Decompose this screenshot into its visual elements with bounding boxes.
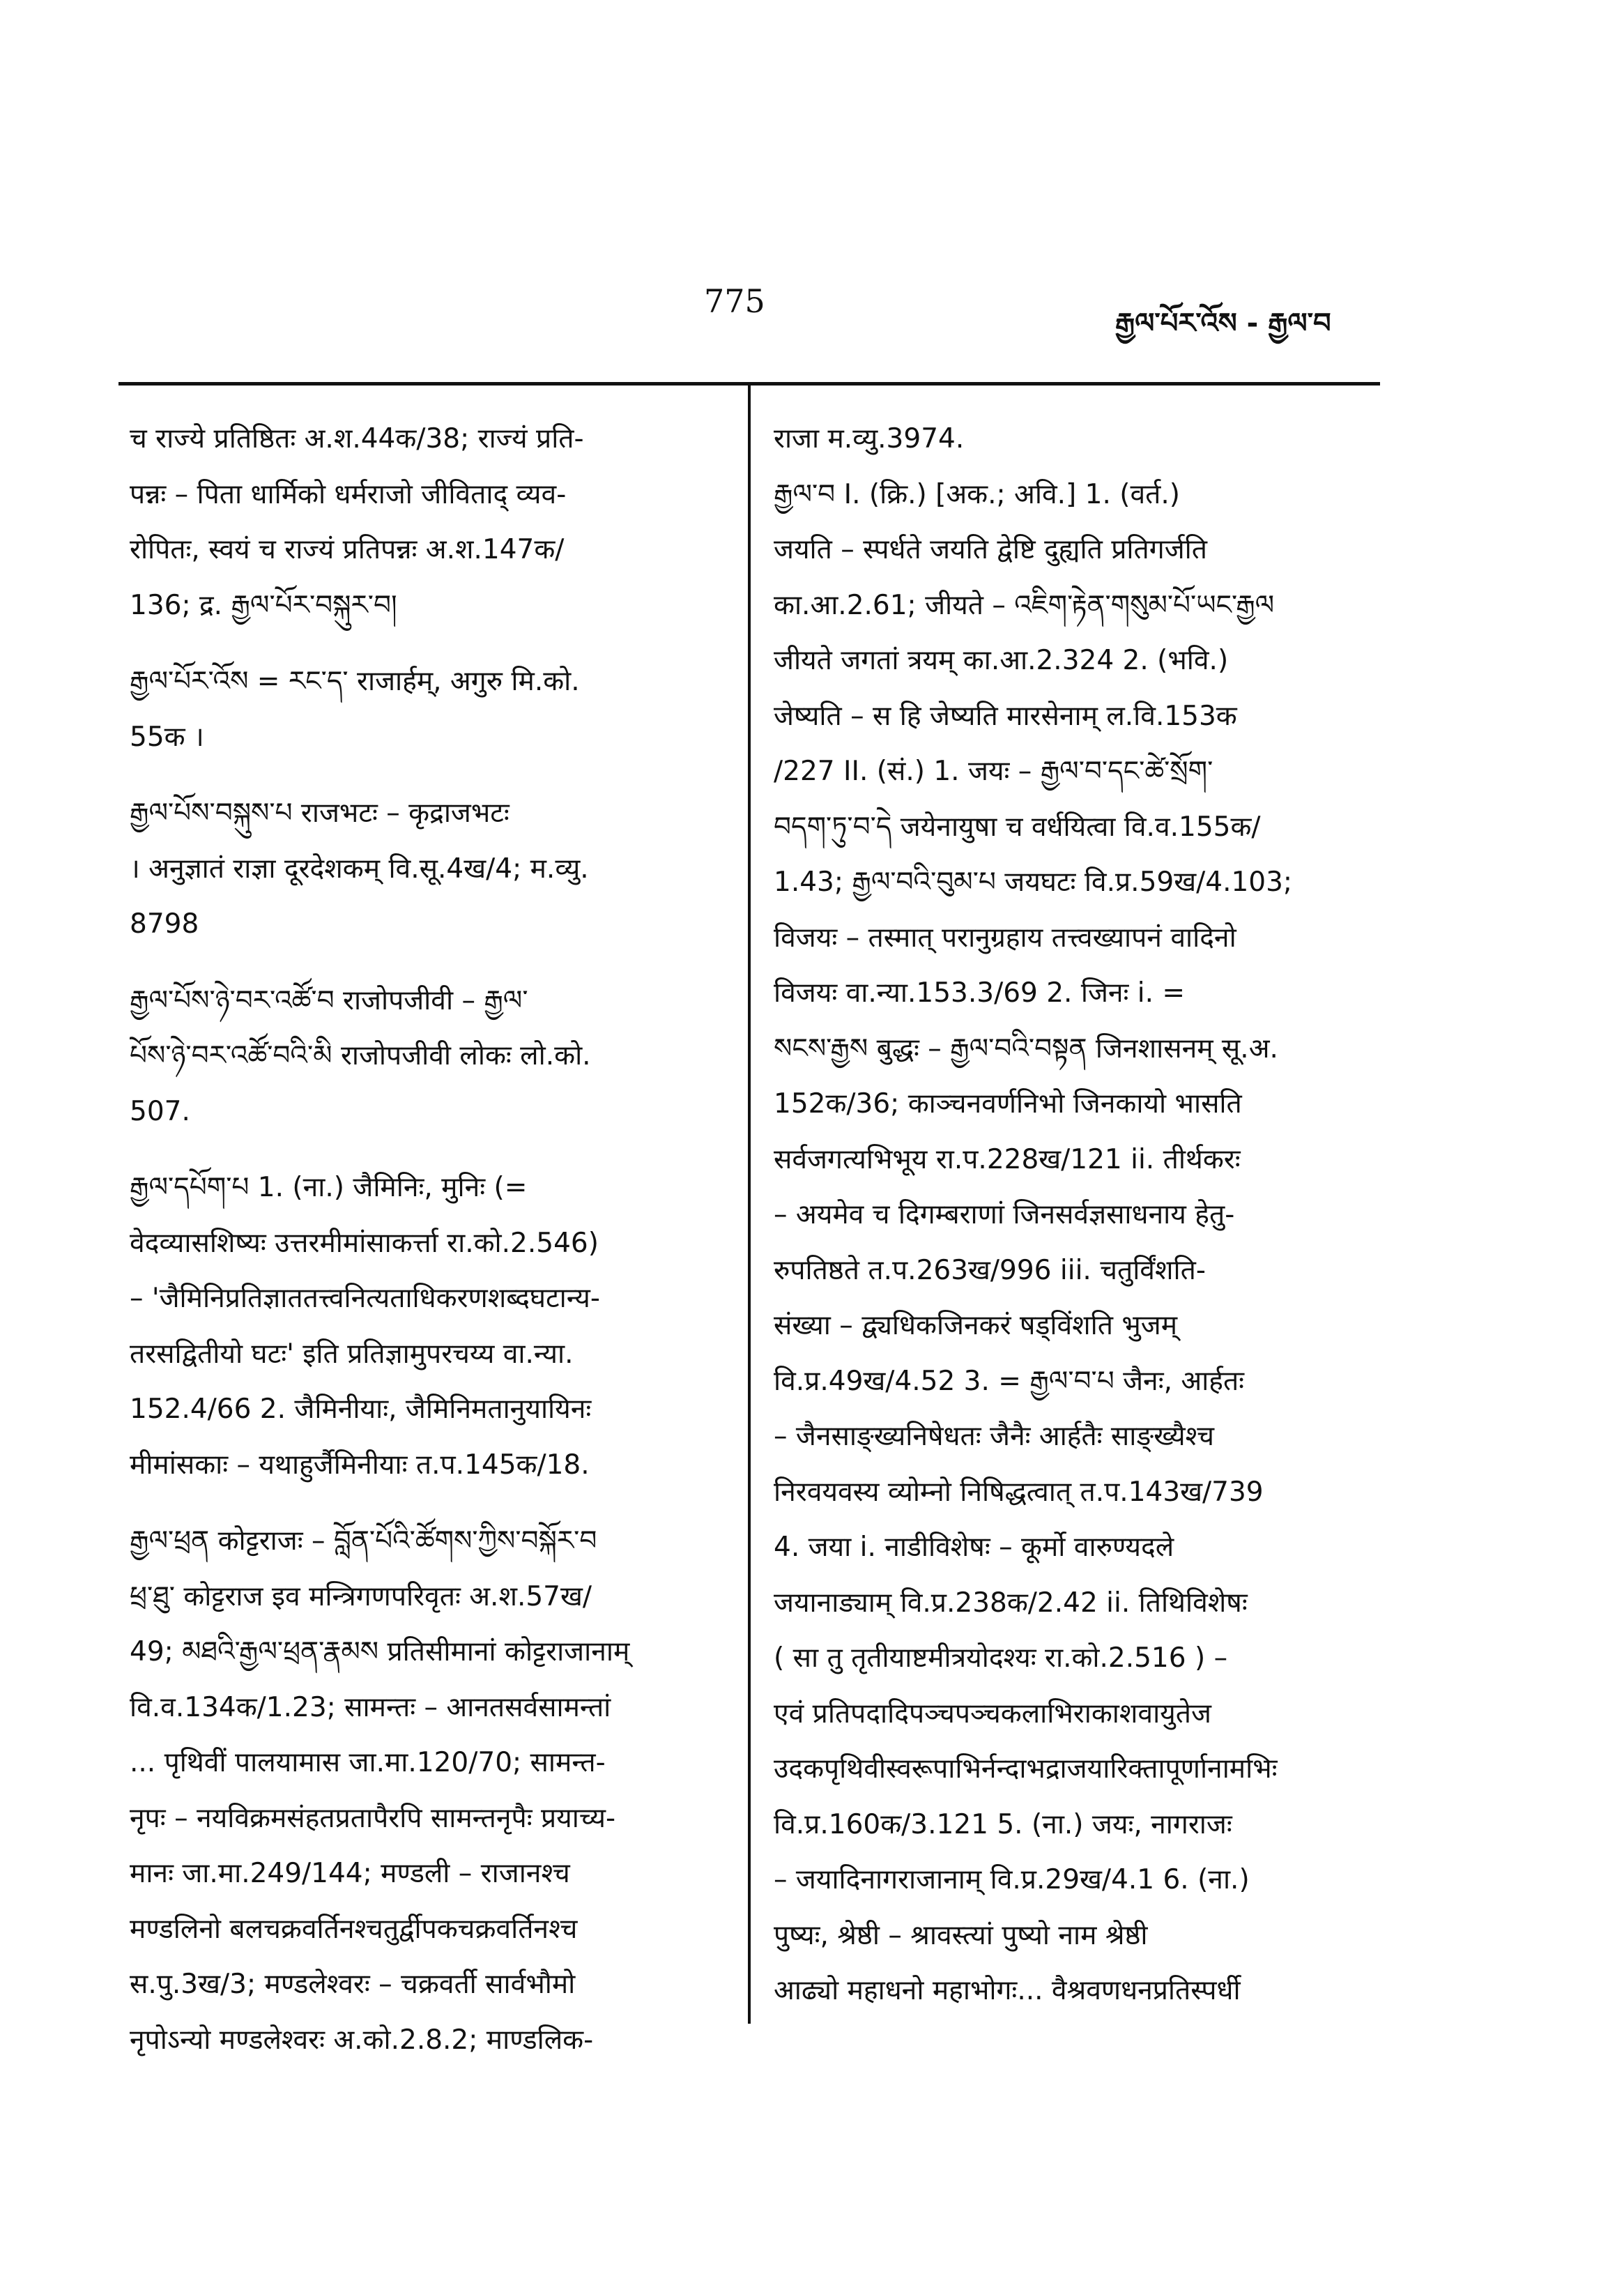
text-line: रोपितः, स्वयं च राज्यं प्रतिपन्नः अ.श.147क/ — [130, 534, 565, 565]
text-line: – जयादिनागराजानाम् वि.प्र.29ख/4.1 6. (ना.) — [774, 1864, 1250, 1895]
text-line: स.पु.3ख/3; मण्डलेश्वरः – चक्रवर्ती सार्वभौमो — [130, 1969, 576, 2000]
text-line: རྒྱལ་པོར་འོས = རང་ད་ राजार्हम्, अगुरु मि.को. — [130, 666, 580, 697]
text-line: नृपोऽन्यो मण्डलेश्वरः अ.को.2.8.2; माण्डलिक- — [130, 2024, 594, 2056]
text-line: रुपतिष्ठते त.प.263ख/996 iii. चतुर्विंशति- — [774, 1254, 1206, 1286]
text-line: मानः जा.मा.249/144; मण्डली – राजानश्च — [130, 1858, 570, 1889]
text-line: ( सा तु तृतीयाष्टमीत्रयोदश्यः रा.को.2.516 ) – — [774, 1642, 1228, 1674]
text-line: नृपः – नयविक्रमसंहतप्रतापैरपि सामन्तनृपैः प्रयाच्य- — [130, 1802, 616, 1834]
text-line: ... पृथिवीं पालयामास जा.मा.120/70; सामन्त- — [130, 1747, 606, 1778]
text-line: वेदव्यासशिष्यः उत्तरमीमांसाकर्त्ता रा.को.2.546) — [130, 1227, 599, 1259]
text-line: । अनुज्ञातं राज्ञा दूरदेशकम् वि.सू.4ख/4; म.व्यु. — [130, 853, 589, 885]
text-line: वि.प्र.49ख/4.52 3. = རྒྱལ་བ་པ जैनः, आर्हतः — [774, 1365, 1245, 1397]
text-line: 55क । — [130, 721, 204, 753]
text-line: आढ्यो महाधनो महाभोगः... वैश्रवणधनप्रतिस्पर्धी — [774, 1975, 1241, 2006]
text-line: जयानाड्याम् वि.प्र.238क/2.42 ii. तिथिविशेषः — [774, 1587, 1248, 1619]
text-line: पुष्यः, श्रेष्ठी – श्रावस्त्यां पुष्यो नाम श्रेष्ठी — [774, 1919, 1148, 1951]
text-line: राजा म.व्यु.3974. — [774, 423, 965, 455]
text-line: སངས་རྒྱས बुद्धः – རྒྱལ་བའི་བསྟན जिनशासनम् सू.अ. — [774, 1032, 1278, 1064]
text-line: པོས་ཉེ་བར་འཚོ་བའི་མི राजोपजीवी लोकः लो.को. — [130, 1040, 591, 1071]
text-line: एवं प्रतिपदादिपञ्चपञ्चकलाभिराकाशवायुतेज — [774, 1697, 1211, 1730]
text-line: – जैनसाङ्ख्यनिषेधतः जैनैः आर्हतैः साङ्ख्यैश्च — [774, 1421, 1215, 1452]
text-line: जेष्यति – स हि जेष्यति मारसेनाम् ल.वि.153क — [774, 700, 1237, 732]
text-line: རྒྱལ་པོས་ཉེ་བར་འཚོ་བ राजोपजीवी – རྒྱལ་ — [130, 984, 528, 1016]
text-line: वि.प्र.160क/3.121 5. (ना.) जयः, नागराजः — [774, 1808, 1232, 1840]
text-line: 136; द्र. རྒྱལ་པོར་བསྐུར་བ། — [130, 589, 397, 621]
text-line: – अयमेव च दिगम्बराणां जिनसर्वज्ञसाधनाय हेतु- — [774, 1199, 1235, 1230]
text-line: བདག་ཏུ་བ་དེ जयेनायुषा च वर्धयित्वा वि.व.155क/ — [774, 811, 1261, 843]
text-line: विजयः – तस्मात् परानुग्रहाय तत्त्वख्यापनं वादिनो — [774, 922, 1236, 954]
text-line: རྒྱལ་ཕྲན कोट्टराजः – བློན་པོའི་ཚོགས་ཀྱིས་བསྐོར་བ — [130, 1525, 597, 1557]
text-line: जयति – स्पर्धते जयति द्वेष्टि दुह्यति प्रतिगर्जति — [774, 534, 1207, 565]
text-line: 4. जया i. नाडीविशेषः – कूर्मो वारुण्यदले — [774, 1532, 1174, 1563]
entry-gap — [130, 765, 729, 786]
text-line: मीमांसकाः – यथाहुर्जैमिनीयाः त.प.145क/18. — [130, 1449, 590, 1481]
text-line: वि.व.134क/1.23; सामन्तः – आनतसर्वसामन्तां — [130, 1691, 611, 1723]
text-line: जीयते जगतां त्रयम् का.आ.2.324 2. (भवि.) — [774, 645, 1229, 676]
text-line: पन्नः – पिता धार्मिको धर्मराजो जीविताद् व्यव- — [130, 478, 567, 510]
text-line: རྒྱལ་བ I. (क्रि.) [अक.; अवि.] 1. (वर्त.) — [774, 478, 1180, 510]
entry-gap — [130, 1139, 729, 1160]
text-line: 507. — [130, 1095, 190, 1127]
text-line: का.आ.2.61; जीयते – འཇིག་རྟེན་གསུམ་པོ་ཡང་རྒྱལ — [774, 589, 1275, 621]
text-line: विजयः वा.न्या.153.3/69 2. जिनः i. = — [774, 977, 1186, 1009]
running-head: རྒྱལ་པོར་འོས - རྒྱལ་བ — [1115, 307, 1331, 339]
text-line: निरवयवस्य व्योम्नो निषिद्धत्वात् त.प.143ख/739 — [774, 1476, 1264, 1508]
text-line: संख्या – द्व्यधिकजिनकरं षड्विंशति भुजम् — [774, 1310, 1178, 1341]
text-line: རྒྱལ་པོས་བསྐུས་པ राजभटः – कृद्राजभटः — [130, 797, 510, 829]
page-number: 775 — [704, 282, 765, 320]
text-line: मण्डलिनो बलचक्रवर्तिनश्चतुर्द्वीपकचक्रवर्तिनश्च — [130, 1913, 578, 1945]
text-line: 49; མཐའི་རྒྱལ་ཕྲན་རྣམས प्रतिसीमानां कोट्टराजानाम् — [130, 1636, 630, 1667]
text-line: ཕྲ་ཐུ་ कोट्टराज इव मन्त्रिगणपरिवृतः अ.श.57ख/ — [130, 1580, 592, 1612]
right-column — [774, 411, 1373, 2019]
entry-gap — [130, 952, 729, 973]
text-line: – 'जैमिनिप्रतिज्ञाततत्त्वनित्यताधिकरणशब्दघटान्य- — [130, 1283, 600, 1314]
text-line: च राज्ये प्रतिष्ठितः अ.श.44क/38; राज्यं प्रति- — [130, 423, 584, 455]
text-line: तरसद्वितीयो घटः' इति प्रतिज्ञामुपरचय्य वा.न्या. — [130, 1338, 574, 1370]
entry-gap — [130, 1493, 729, 1513]
text-line: 8798 — [130, 908, 199, 940]
column-divider — [748, 382, 751, 2024]
text-line: 152क/36; काञ्चनवर्णनिभो जिनकायो भासति — [774, 1088, 1242, 1120]
left-column — [130, 411, 729, 2068]
text-line: རྒྱལ་དཔོག་པ 1. (ना.) जैमिनिः, मुनिः (= — [130, 1172, 528, 1203]
text-line: 1.43; རྒྱལ་བའི་བུམ་པ जयघटः वि.प्र.59ख/4.103; — [774, 867, 1293, 898]
text-line: उदकपृथिवीस्वरूपाभिर्नन्दाभद्राजयारिक्तापूर्णानामभिः — [774, 1753, 1278, 1785]
entry-gap — [130, 633, 729, 654]
text-line: सर्वजगत्यभिभूय रा.प.228ख/121 ii. तीर्थकरः — [774, 1143, 1241, 1175]
text-line: /227 II. (सं.) 1. जयः – རྒྱལ་བ་དང་ཚེ་སྲོག་ — [774, 756, 1213, 787]
text-line: 152.4/66 2. जैमिनीयाः, जैमिनिमतानुयायिनः — [130, 1394, 592, 1425]
